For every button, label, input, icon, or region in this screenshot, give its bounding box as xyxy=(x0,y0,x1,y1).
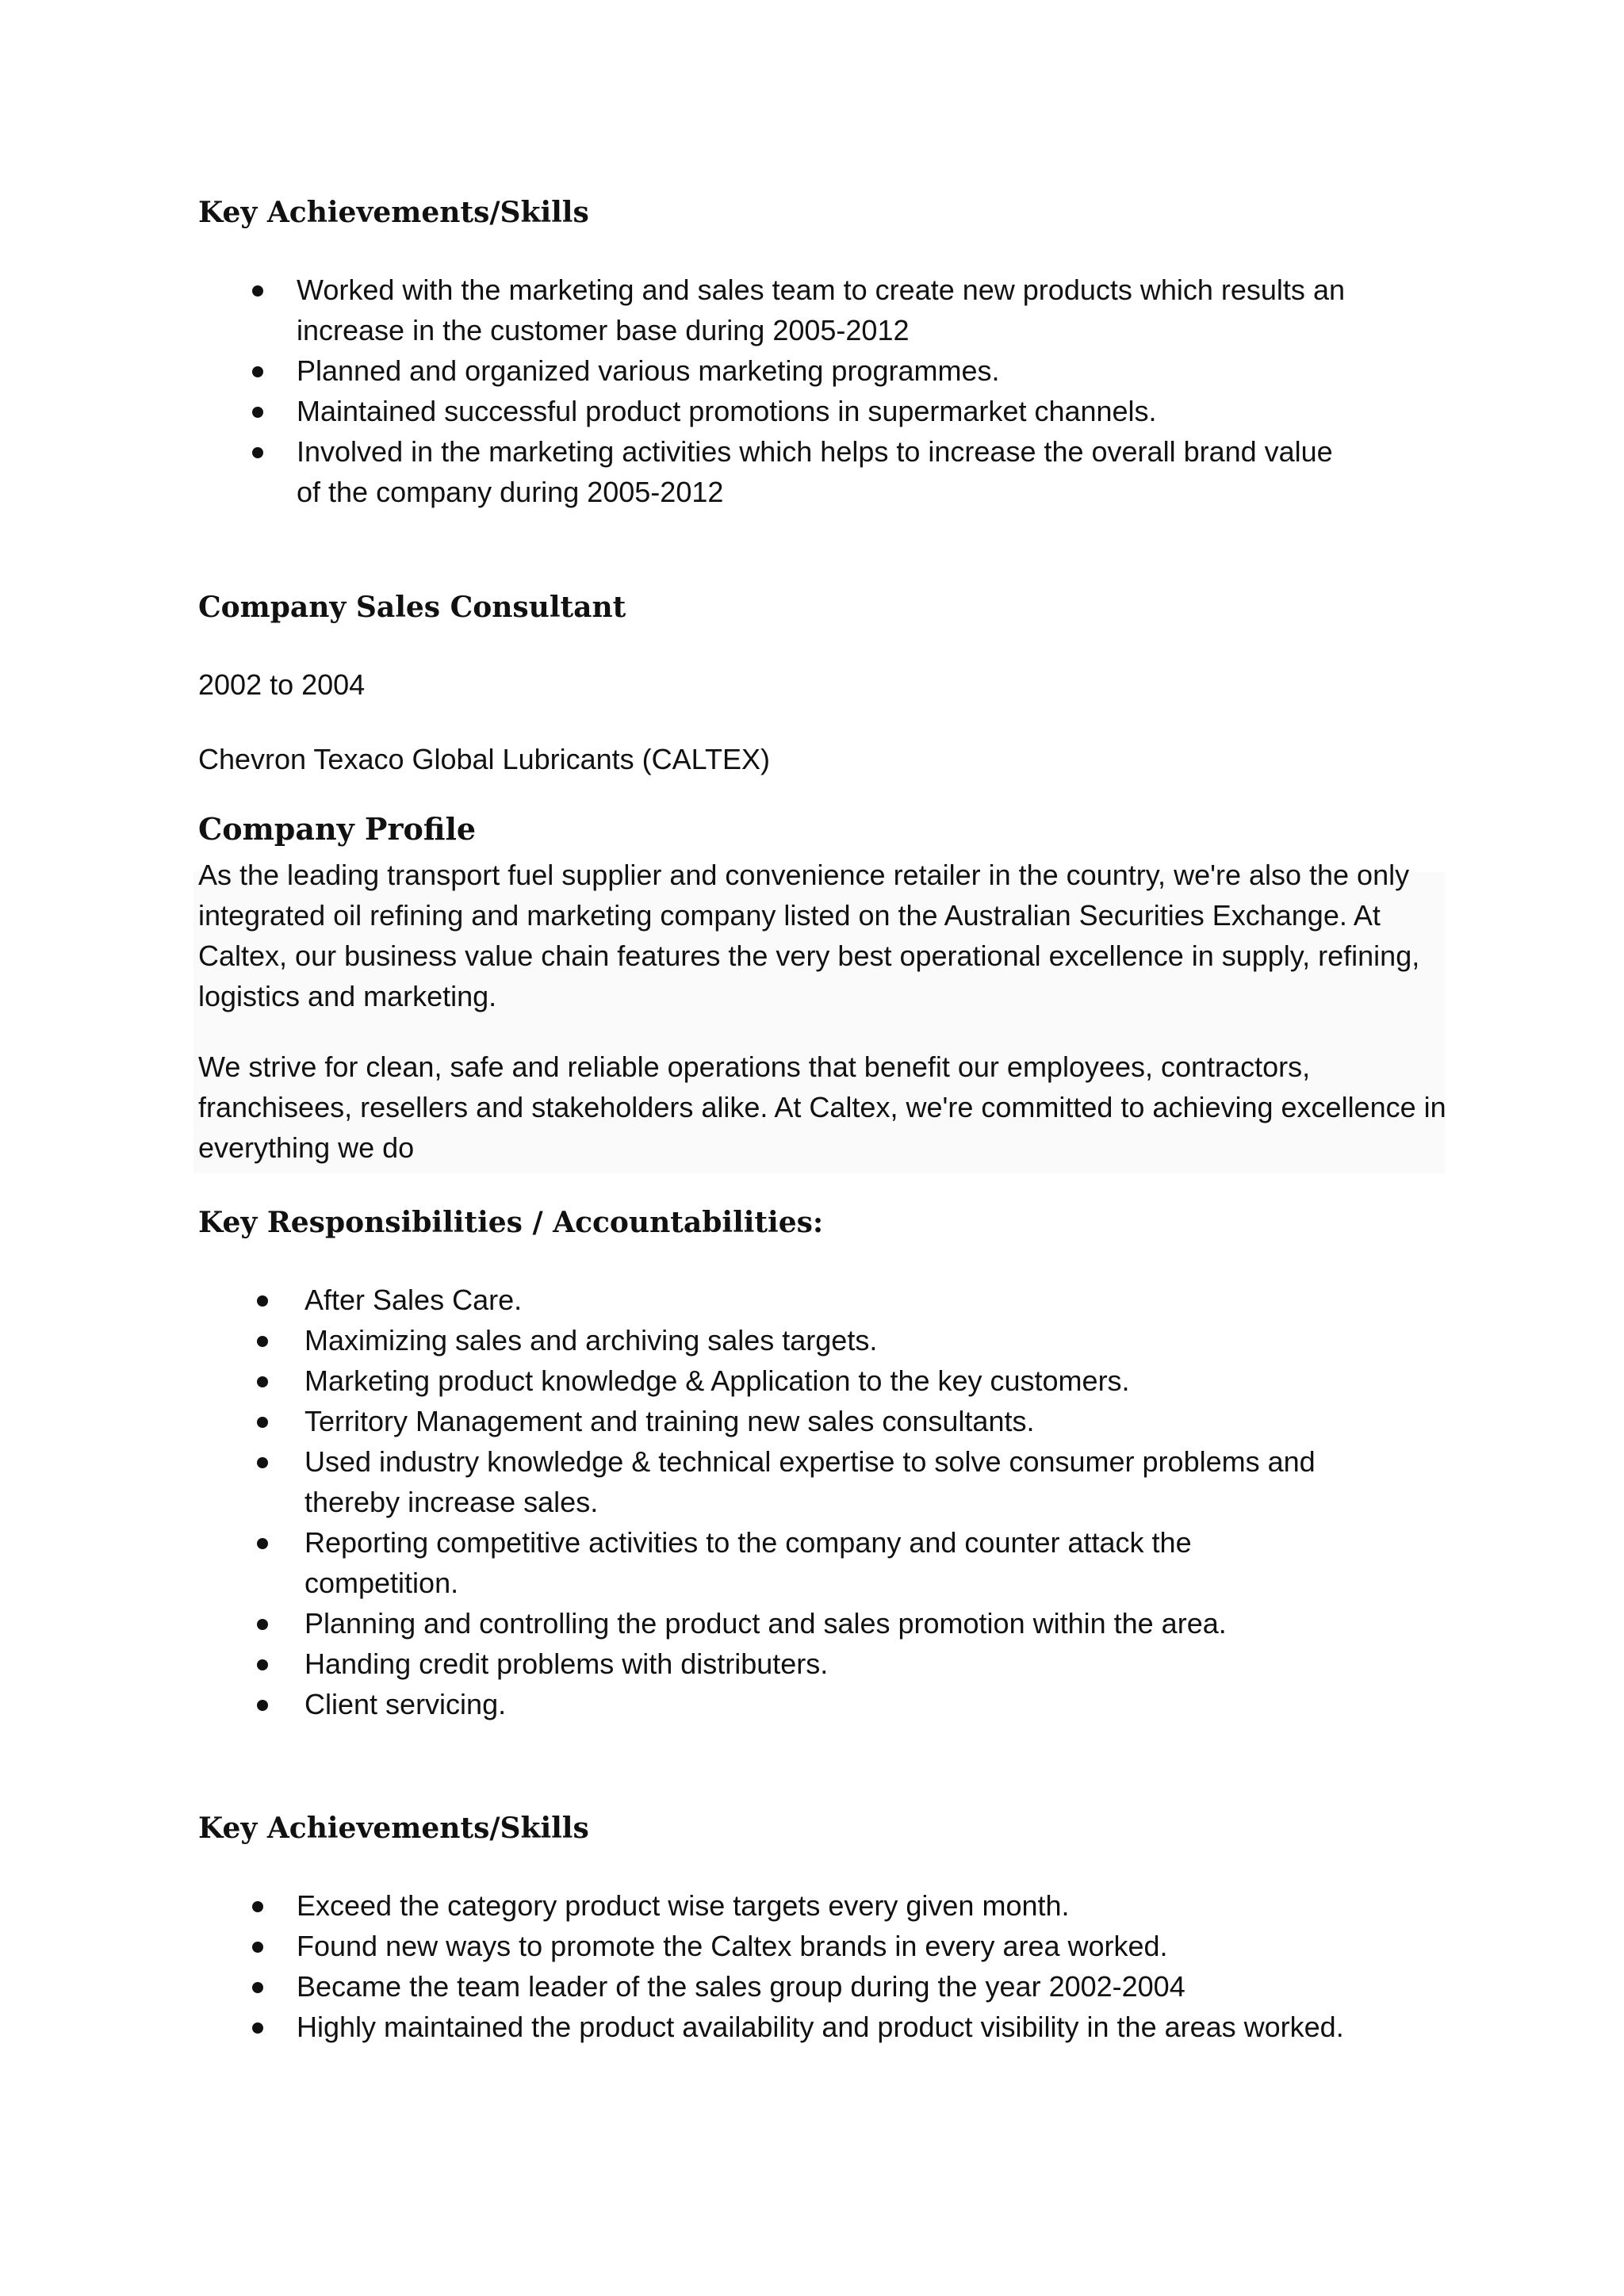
list-item-line: of the company during 2005-2012 xyxy=(297,476,724,508)
list-item-line: Planned and organized various marketing programmes. xyxy=(297,354,1000,387)
list-item xyxy=(297,391,1345,431)
list-item xyxy=(304,1522,1316,1603)
list-item xyxy=(304,1360,1316,1401)
list-item-line: Highly maintained the product availability and product visibility in the areas worked. xyxy=(297,2011,1344,2043)
list-item xyxy=(304,1644,1316,1684)
bullet-icon xyxy=(252,407,263,418)
list-item-line: After Sales Care. xyxy=(304,1284,523,1316)
list-item xyxy=(297,1926,1344,1966)
list-item-line: Worked with the marketing and sales team to create new products which results an xyxy=(297,274,1345,306)
list-item xyxy=(304,1603,1316,1644)
list-item-line: Marketing product knowledge & Application to the key customers. xyxy=(304,1364,1130,1397)
list-item xyxy=(297,350,1345,391)
responsibilities-heading: Key Responsibilities / Accountabilities: xyxy=(198,1206,824,1239)
list-item-line: Territory Management and training new sales consultants. xyxy=(304,1405,1035,1437)
list-item-line: Found new ways to promote the Caltex brands in every area worked. xyxy=(297,1930,1168,1962)
bullet-icon xyxy=(252,285,263,297)
list-item xyxy=(297,431,1345,512)
bullet-icon xyxy=(252,447,263,458)
bullet-icon xyxy=(257,1417,268,1428)
responsibilities-list xyxy=(304,1280,1316,1724)
bullet-icon xyxy=(252,2022,263,2034)
list-item xyxy=(304,1441,1316,1522)
list-item xyxy=(297,1966,1344,2007)
list-item xyxy=(304,1320,1316,1360)
bullet-icon xyxy=(252,1982,263,1993)
list-item-line: increase in the customer base during 2005-2012 xyxy=(297,314,910,346)
section-heading-key-achievements: Key Achievements/Skills xyxy=(198,196,589,229)
list-item xyxy=(304,1401,1316,1441)
list-item-line: Used industry knowledge & technical expertise to solve consumer problems and xyxy=(304,1445,1316,1478)
list-item-line: Maximizing sales and archiving sales targets. xyxy=(304,1324,878,1357)
bullet-icon xyxy=(252,366,263,377)
job-period: 2002 to 2004 xyxy=(198,668,366,701)
bullet-icon xyxy=(257,1538,268,1549)
list-item-line: Planning and controlling the product and sales promotion within the area. xyxy=(304,1607,1227,1640)
list-item-line: Client servicing. xyxy=(304,1688,507,1720)
profile-paragraph-1: As the leading transport fuel supplier and convenience retailer in the country, we're also the only integrated oil refining and marketing company listed on the Australian Securities Exchange. At Caltex, our business value chain features the very best operational excellence in supply, refining, logistics and marketing. xyxy=(198,859,1420,1012)
bullet-icon xyxy=(257,1376,268,1387)
bullet-icon xyxy=(257,1700,268,1711)
list-item-line: Reporting competitive activities to the company and counter attack the xyxy=(304,1526,1192,1559)
list-item-line: Involved in the marketing activities which helps to increase the overall brand value xyxy=(297,435,1333,468)
list-item-line: Handing credit problems with distributers. xyxy=(304,1647,829,1680)
list-item xyxy=(297,270,1345,350)
bullet-icon xyxy=(252,1901,263,1912)
list-item xyxy=(304,1684,1316,1724)
bullet-icon xyxy=(257,1659,268,1670)
job-title: Company Sales Consultant xyxy=(198,591,626,624)
list-item-line: Maintained successful product promotions in supermarket channels. xyxy=(297,395,1157,427)
bullet-icon xyxy=(257,1457,268,1468)
list-item-line: Exceed the category product wise targets every given month. xyxy=(297,1889,1070,1922)
list-item xyxy=(304,1280,1316,1320)
bullet-icon xyxy=(257,1336,268,1347)
bullet-icon xyxy=(257,1295,268,1307)
profile-paragraph-2: We strive for clean, safe and reliable operations that benefit our employees, contractors, franchisees, resellers and stakeholders alike. At Caltex, we're committed to achieving excellence in everything we do xyxy=(198,1050,1446,1164)
list-item-line: thereby increase sales. xyxy=(304,1486,599,1518)
list-item xyxy=(297,1885,1344,1926)
bullet-icon xyxy=(257,1619,268,1630)
company-profile-heading: Company Profile xyxy=(198,811,477,847)
list-item xyxy=(297,2007,1344,2047)
achievements-list xyxy=(297,270,1345,512)
company-name: Chevron Texaco Global Lubricants (CALTEX) xyxy=(198,743,771,775)
achievements-list-2 xyxy=(297,1885,1344,2047)
section-heading-key-achievements-2: Key Achievements/Skills xyxy=(198,1812,589,1845)
bullet-icon xyxy=(252,1942,263,1953)
list-item-line: competition. xyxy=(304,1567,459,1599)
list-item-line: Became the team leader of the sales group during the year 2002-2004 xyxy=(297,1970,1185,2003)
